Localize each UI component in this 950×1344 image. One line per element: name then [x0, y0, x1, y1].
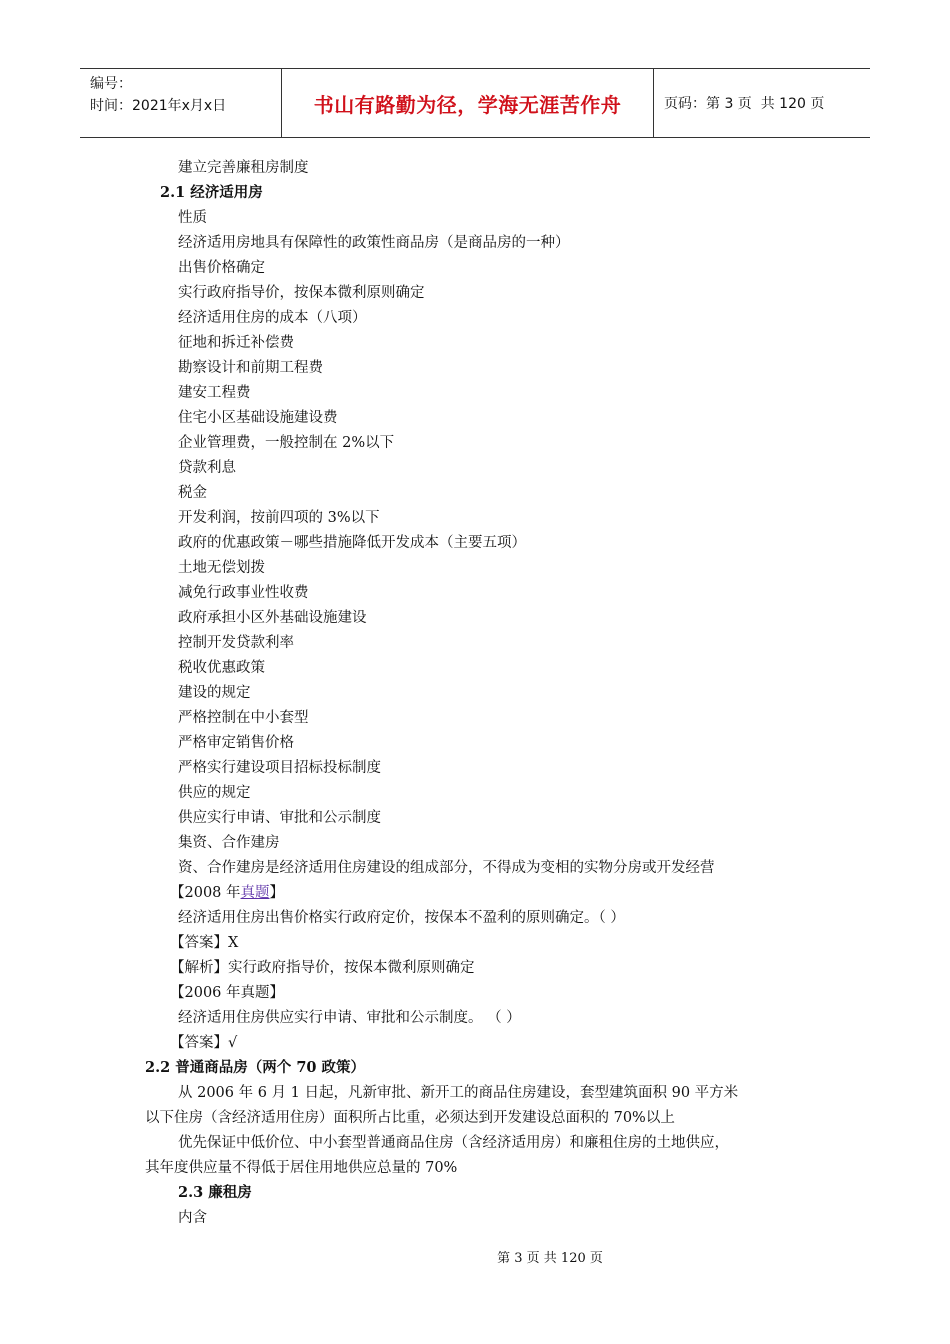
analysis-line: 【解析】实行政府指导价，按保本微利原则确定 — [170, 960, 475, 976]
text-line: 企业管理费，一般控制在 2%以下 — [178, 435, 395, 451]
page-footer — [0, 1247, 950, 1266]
text-line: 从 2006 年 6 月 1 日起，凡新审批、新开工的商品住房建设，套型建筑面积 90 平方米 — [178, 1085, 739, 1101]
text-line: 控制开发贷款利率 — [178, 635, 294, 651]
text-line: 土地无偿划拨 — [178, 560, 265, 576]
question-text: 经济适用住房供应实行申请、审批和公示制度。 （ ） — [178, 1010, 521, 1026]
page-header — [80, 68, 870, 138]
text-line: 减免行政事业性收费 — [178, 585, 309, 601]
footer-page-number: 第 3 页 共 120 页 — [497, 1251, 603, 1266]
text-line: 优先保证中低价位、中小套型普通商品住房（含经济适用房）和廉租住房的土地供应， — [178, 1135, 729, 1151]
text-line: 建设的规定 — [178, 685, 251, 701]
header-page-info: 页码：第 3 页 共 120 页 — [664, 96, 825, 112]
text-line: 性质 — [178, 210, 207, 226]
text-line: 严格实行建设项目招标投标制度 — [178, 760, 381, 776]
doc-time-label: 时间：2021年x月x日 — [90, 98, 227, 114]
text-line: 经济适用房地具有保障性的政策性商品房（是商品房的一种） — [178, 235, 570, 251]
text-line: 资、合作建房是经济适用住房建设的组成部分，不得成为变相的实物分房或开发经营 — [178, 860, 715, 876]
exam-year-suffix: 】 — [269, 885, 285, 901]
header-page-cell — [654, 69, 870, 137]
text-line: 严格控制在中小套型 — [178, 710, 309, 726]
text-line: 税金 — [178, 485, 207, 501]
header-meta — [80, 69, 282, 137]
text-line: 供应的规定 — [178, 785, 251, 801]
text-line: 供应实行申请、审批和公示制度 — [178, 810, 381, 826]
text-line: 勘察设计和前期工程费 — [178, 360, 323, 376]
question-text: 经济适用住房出售价格实行政府定价，按保本不盈利的原则确定。（ ） — [178, 910, 625, 926]
text-line: 税收优惠政策 — [178, 660, 265, 676]
text-line: 集资、合作建房 — [178, 835, 280, 851]
text-line: 政府承担小区外基础设施建设 — [178, 610, 367, 626]
text-line: 以下住房（含经济适用住房）面积所占比重，必须达到开发建设总面积的 70%以上 — [145, 1110, 675, 1126]
text-line: 开发利润，按前四项的 3%以下 — [178, 510, 380, 526]
exam-year-2008 — [170, 883, 284, 903]
text-line: 贷款利息 — [178, 460, 236, 476]
text-line: 住宅小区基础设施建设费 — [178, 410, 338, 426]
exam-year-2006: 【2006 年真题】 — [170, 985, 285, 1001]
doc-number-label: 编号： — [90, 76, 132, 92]
text-line: 建安工程费 — [178, 385, 251, 401]
text-line: 实行政府指导价，按保本微利原则确定 — [178, 285, 425, 301]
text-line: 经济适用住房的成本（八项） — [178, 310, 367, 326]
text-line: 建立完善廉租房制度 — [178, 160, 309, 176]
text-line: 出售价格确定 — [178, 260, 265, 276]
header-motto: 书山有路勤为径，学海无涯苦作舟 — [313, 92, 622, 117]
text-line: 内含 — [178, 1210, 207, 1226]
answer-line: 【答案】X — [170, 935, 239, 951]
answer-line: 【答案】√ — [170, 1035, 238, 1051]
header-motto-cell — [282, 69, 654, 137]
text-line: 严格审定销售价格 — [178, 735, 294, 751]
zhenti-link[interactable]: 真题 — [240, 885, 270, 901]
text-line: 其年度供应量不得低于居住用地供应总量的 70% — [145, 1160, 458, 1176]
section-heading-2-3: 2.3 廉租房 — [178, 1184, 252, 1201]
section-heading-2-1: 2.1 经济适用房 — [160, 184, 263, 201]
exam-year-prefix: 【2008 年 — [170, 885, 241, 901]
text-line: 政府的优惠政策－哪些措施降低开发成本（主要五项） — [178, 535, 526, 551]
text-line: 征地和拆迁补偿费 — [178, 335, 294, 351]
section-heading-2-2: 2.2 普通商品房（两个 70 政策） — [145, 1059, 366, 1076]
